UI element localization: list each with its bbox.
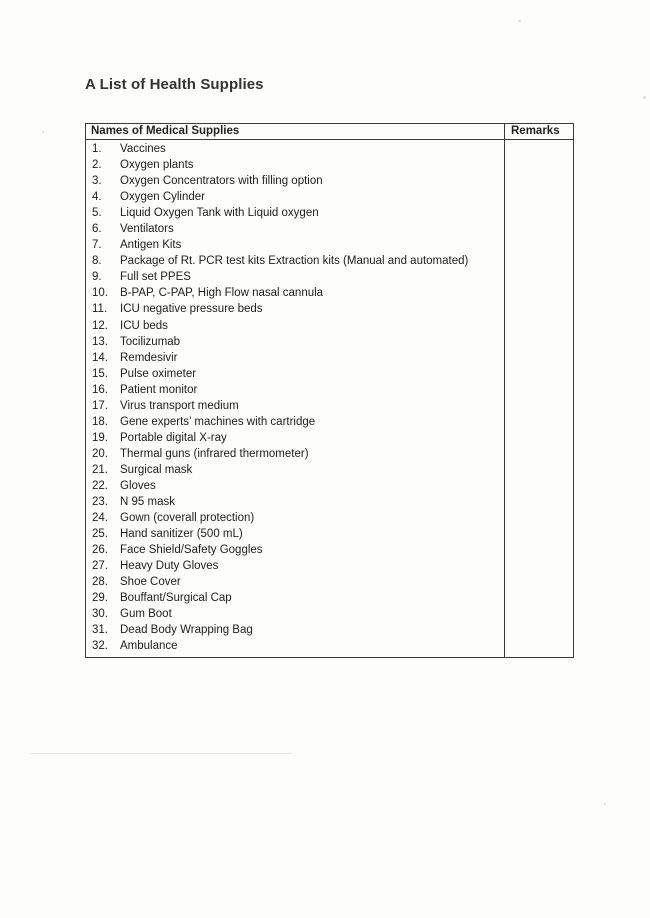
item-number: 11.: [92, 303, 108, 316]
item-name: ICU negative pressure beds: [120, 303, 263, 316]
item-name: Gene experts’ machines with cartridge: [120, 415, 316, 428]
item-name: Virus transport medium: [120, 399, 239, 412]
item-name: Remdesivir: [120, 351, 178, 364]
item-name: Liquid Oxygen Tank with Liquid oxygen: [120, 207, 319, 220]
item-name: Heavy Duty Gloves: [120, 560, 219, 573]
item-number: 31.: [92, 624, 108, 637]
scan-line-artifact: [30, 753, 292, 754]
table-row: [86, 638, 504, 654]
supplies-table: [85, 123, 574, 658]
table-row: [86, 350, 504, 366]
item-name: Surgical mask: [120, 463, 193, 476]
supplies-column: [86, 124, 505, 657]
table-row: [86, 173, 504, 189]
item-number: 27.: [92, 560, 108, 573]
table-row: [86, 189, 504, 205]
item-name: N 95 mask: [120, 496, 175, 509]
table-row: [86, 446, 504, 462]
table-row: [86, 606, 504, 622]
item-number: 14.: [92, 351, 108, 364]
table-row: [86, 574, 504, 590]
item-name: Oxygen Concentrators with filling option: [120, 175, 323, 188]
item-name: Gum Boot: [120, 608, 172, 621]
item-name: Ambulance: [120, 640, 178, 653]
table-row: [86, 398, 504, 414]
table-row: [86, 269, 504, 285]
item-number: 15.: [92, 367, 108, 380]
item-number: 21.: [92, 463, 108, 476]
table-row: [86, 622, 504, 638]
item-name: Vaccines: [120, 143, 166, 155]
table-row: [86, 462, 504, 478]
remarks-empty-cell: [505, 140, 573, 673]
table-row: [86, 430, 504, 446]
table-row: [86, 414, 504, 430]
table-row: [86, 221, 504, 237]
table-row: [86, 558, 504, 574]
scan-speck: [518, 20, 521, 22]
item-number: 17.: [92, 399, 108, 412]
supplies-list: [86, 140, 504, 657]
item-name: Full set PPES: [120, 271, 191, 284]
item-number: 28.: [92, 576, 108, 589]
table-row: [86, 301, 504, 317]
scan-speck: [42, 131, 44, 133]
table-row: [86, 478, 504, 494]
table-row: [86, 205, 504, 221]
table-row: [86, 334, 504, 350]
table-row: [86, 382, 504, 398]
item-name: Oxygen plants: [120, 159, 194, 172]
item-name: Package of Rt. PCR test kits Extraction kits (Manual and automated): [120, 255, 469, 268]
page-title: A List of Health Supplies: [85, 76, 264, 93]
item-number: 10.: [92, 287, 108, 300]
item-name: Pulse oximeter: [120, 367, 197, 380]
item-number: 6.: [92, 223, 102, 236]
item-number: 26.: [92, 544, 108, 557]
item-name: ICU beds: [120, 319, 168, 332]
item-number: 29.: [92, 592, 108, 605]
item-name: Bouffant/Surgical Cap: [120, 592, 232, 605]
item-number: 2.: [92, 159, 102, 172]
item-number: 24.: [92, 512, 108, 525]
table-row: [86, 318, 504, 334]
item-number: 5.: [92, 207, 102, 220]
scan-speck: [643, 96, 646, 99]
table-row: [86, 526, 504, 542]
table-row: [86, 590, 504, 606]
item-name: Hand sanitizer (500 mL): [120, 528, 243, 541]
item-number: 1.: [92, 143, 102, 155]
item-number: 8.: [92, 255, 102, 268]
column-header-remarks: Remarks: [505, 124, 573, 140]
item-number: 25.: [92, 528, 108, 541]
table-row: [86, 157, 504, 173]
item-number: 18.: [92, 415, 108, 428]
item-name: Gloves: [120, 479, 156, 492]
item-name: Portable digital X-ray: [120, 431, 227, 444]
item-number: 32.: [92, 640, 108, 653]
item-number: 23.: [92, 496, 108, 509]
table-row: [86, 366, 504, 382]
item-number: 4.: [92, 191, 102, 204]
item-number: 19.: [92, 431, 108, 444]
table-row: [86, 141, 504, 157]
table-row: [86, 510, 504, 526]
table-row: [86, 494, 504, 510]
table-row: [86, 253, 504, 269]
item-name: Oxygen Cylinder: [120, 191, 206, 204]
item-name: B-PAP, C-PAP, High Flow nasal cannula: [120, 287, 324, 300]
item-name: Face Shield/Safety Goggles: [120, 544, 263, 557]
table-row: [86, 285, 504, 301]
column-header-supplies: Names of Medical Supplies: [86, 124, 504, 140]
scan-speck: [604, 803, 606, 805]
item-name: Patient monitor: [120, 383, 198, 396]
item-number: 22.: [92, 479, 108, 492]
item-number: 16.: [92, 383, 108, 396]
item-number: 30.: [92, 608, 108, 621]
table-row: [86, 542, 504, 558]
item-name: Antigen Kits: [120, 239, 182, 252]
item-name: Tocilizumab: [120, 335, 181, 348]
item-name: Dead Body Wrapping Bag: [120, 624, 253, 637]
item-name: Ventilators: [120, 223, 174, 236]
item-number: 7.: [92, 239, 102, 252]
item-name: Gown (coverall protection): [120, 512, 255, 525]
item-name: Shoe Cover: [120, 576, 181, 589]
table-row: [86, 237, 504, 253]
item-number: 3.: [92, 175, 102, 188]
item-number: 12.: [92, 319, 108, 332]
item-number: 13.: [92, 335, 108, 348]
item-name: Thermal guns (infrared thermometer): [120, 447, 309, 460]
remarks-column: [505, 124, 573, 657]
item-number: 9.: [92, 271, 102, 284]
item-number: 20.: [92, 447, 108, 460]
